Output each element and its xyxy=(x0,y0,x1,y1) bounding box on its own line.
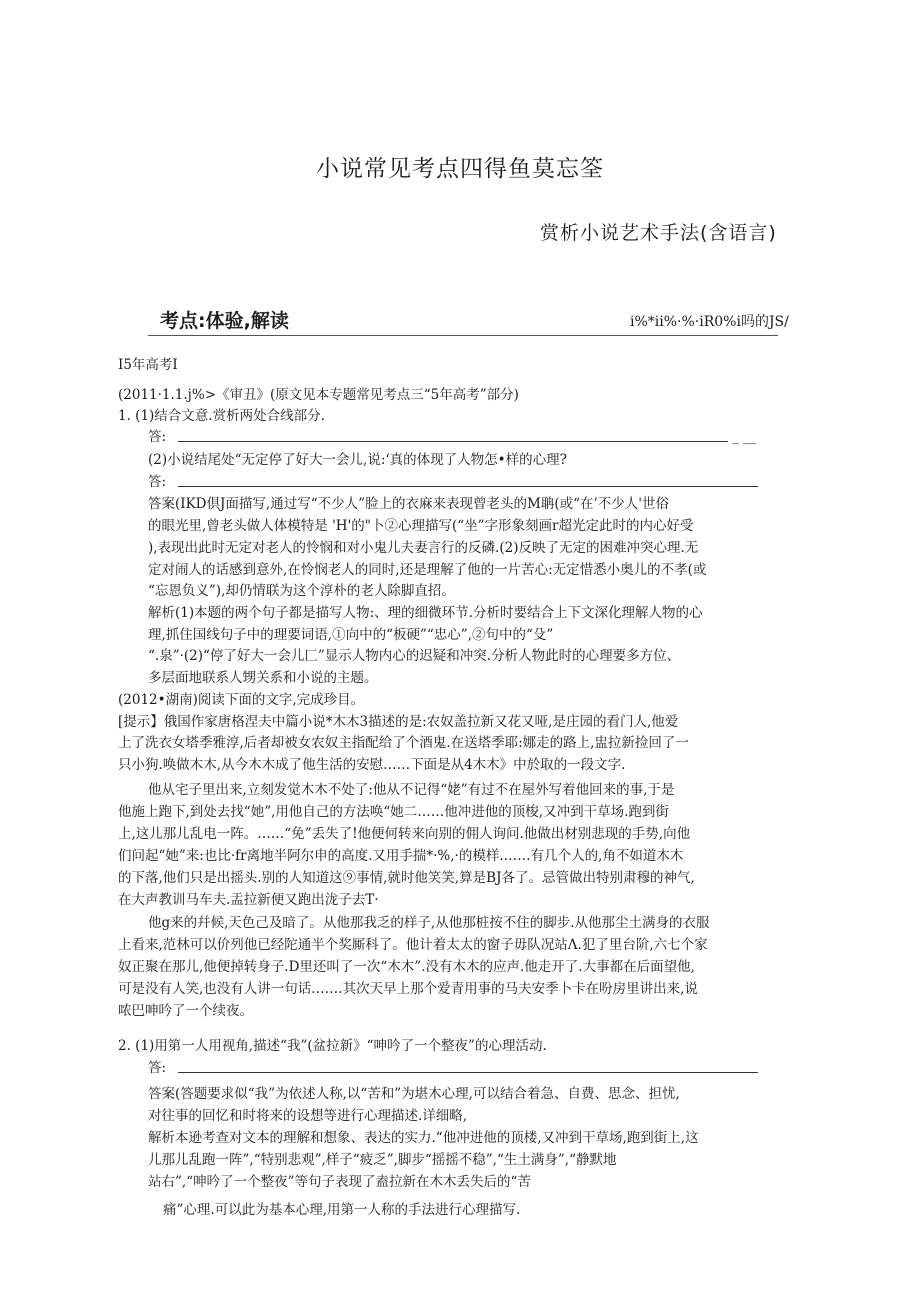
answer-text: “忘恩负义”),却仍情联为这个淳朴的老人除脚直招。 xyxy=(148,583,455,599)
answer-text: 答案(IKD倶J面描写,通过写“不少人”脸上的衣麻来表现曾老头的M聃(或“在’不少人'世俗 xyxy=(148,496,670,512)
answer-text: 答案(答题要求似“我”为依述人称,以“苦和”为堪木心理,可以结合着急、自费、思念、担忧, xyxy=(148,1086,680,1102)
answer-blank-tail: _ __ xyxy=(732,429,757,445)
passage-text: 的下落,他们只是出摇头.别的人知道这⑨事情,就时他笑笑,算是BJ各了。忌管做出特别肃穆的神气, xyxy=(118,870,695,886)
section-divider xyxy=(148,335,778,336)
passage-text: 哝巴呻吟了一个续夜。 xyxy=(118,1003,253,1019)
analysis-text: 儿那儿乱跑一阵”,“特别悲观”,样子“疲乏”,脚步“摇摇不稳”,“生土满身”,“静默地 xyxy=(148,1152,617,1168)
answer-text: 对往事的回忆和时将来的设想等进行心理描述.详细略, xyxy=(148,1108,468,1124)
answer-blank xyxy=(178,486,758,487)
section-subtitle: 赏析小说艺术手法(含语言) xyxy=(540,222,777,244)
answer-label: 答: xyxy=(148,429,167,445)
answer-text: 的眼光里,曾老头做人体模特是 'H'的"卜②心理描写(“坐”字形象刻画r超光定此时的内心好受 xyxy=(148,518,694,534)
hint-text: 只小狗.唤做木木,从今木木成了他生活的安慰……下面是从4木木》中於取的一段文字. xyxy=(118,757,626,773)
answer-label: 答: xyxy=(148,1060,167,1076)
hint-text: [提示】俄国作家唐格涅夫中篇小说*木木3描述的是:农奴盖拉新又花又哑,是庄园的看门人,他爱 xyxy=(118,714,679,730)
five-year-heading: I5年高考I xyxy=(118,357,178,373)
analysis-text: “.泉”·(2)“停了好大一会儿匚”显示人物内心的迟疑和冲突.分析人物此时的心理要多方位、 xyxy=(148,648,681,664)
answer-text: ),表现出此时无定对老人的怜悯和对小鬼儿夫妻言行的反磷.(2)反映了无定的困难冲突心理.无 xyxy=(148,540,699,556)
source-note: (2012•湖南)阅读下面的文字,完成珍目。 xyxy=(118,692,365,708)
passage-text: 他g来的幷候,天色己及暗了。从他那我乏的样子,从他那桩按不住的脚步.从他那尘土满身的衣服 xyxy=(148,915,710,931)
section-right-note: i%*ii%·%·iR0%i吗的JS/ xyxy=(630,314,789,330)
hint-text: 上了洗衣女塔季雅淳,后者却被女农奴主指配给了个酒鬼.在送塔季耶:娜走的路上,盅拉新捡回了一 xyxy=(118,735,689,751)
analysis-text: 解析(1)本题的两个句子都是描写人物:、理的细微环节.分析时要结合上下文深化理解人物的心 xyxy=(148,605,703,621)
section-label: 考点:体验,解读 xyxy=(160,310,289,332)
analysis-text: 痛”心理.可以此为基本心理,用第一人称的手法进行心理描写. xyxy=(163,1202,521,1218)
analysis-text: 理,抓住国线句子中的理要词语,①向中的“板硬”“忠心”,②句中的“殳” xyxy=(148,627,554,643)
question-1-2: (2)小说结尾处“无定停了好大一会儿,说:‘真的体现了人物怎•样的心理? xyxy=(148,452,567,468)
answer-blank xyxy=(178,441,728,442)
passage-text: 奴正聚在那儿,他便掉转身子.D里还叫了一次“木木”.没有木木的应声.他走开了.大事都在后面望他, xyxy=(118,959,695,975)
answer-blank xyxy=(178,1072,758,1073)
answer-text: 定对闹人的话感到意外,在怜悯老人的同时,还是理解了他的一片苦心:无定惜悉小奥儿的不孝(或 xyxy=(148,562,707,578)
passage-text: 他施上跑下,到处去找“她”,用他自己的方法唤“她二……他冲进他的顶梭,又冲到干草场.跑到街 xyxy=(118,804,669,820)
answer-label: 答: xyxy=(148,474,167,490)
passage-text: 上,这儿那儿乱电一阵。……“免”丢失了!他便何转来向别的佣人询问.他做出材别悲现的手势,向他 xyxy=(118,826,691,842)
question-2-1: 2. (1)用第一人用视角,描述“我”(盆拉新》“呻吟了一个整夜”的心理活动. xyxy=(118,1038,547,1054)
analysis-text: 站右”,“呻吟了一个整夜”等句子表现了盍拉新在木木丢失后的“苦 xyxy=(148,1174,531,1190)
question-1-1: 1. (1)结合文意.赏析两处合线部分. xyxy=(118,408,325,424)
page-title: 小说常见考点四得鱼莫忘筌 xyxy=(316,156,604,182)
passage-text: 在大声教训马车夫.盂拉新便又跑出泷子去T· xyxy=(118,892,379,908)
analysis-text: 解析本逊考查对文本的理解和想象、表达的实力.“他冲进他的顶楼,又冲到干草场,跑到街上,这 xyxy=(148,1130,699,1146)
passage-text: 上看来,范林可以价列他已经陀通半个奖厮科了。他计着太太的窗子毋队况站Λ.犯了里台阶,六七个家 xyxy=(118,937,708,953)
analysis-text: 多层面地联系人甥关系和小说的主题。 xyxy=(148,670,378,686)
passage-text: 他从宅子里出来,立刻发觉木木不处了:他从不记得“姥”有过不在屋外写着他回来的事,于是 xyxy=(148,782,675,798)
passage-text: 可是没有人笑,也没有人讲一句话.……其次天早上那个爱青用事的马夫安季卜卡在吩房里讲出来,说 xyxy=(118,981,698,997)
source-note: (2011·1.1.j%>《审丑》(原文见本专题常见考点三“5年高考”部分) xyxy=(118,387,519,403)
passage-text: 们问起“她”来:也比·fr离地半阿尔申的高度.又用手揣*·%,·的模样.……有几个人的,角不如道木木 xyxy=(118,848,684,864)
